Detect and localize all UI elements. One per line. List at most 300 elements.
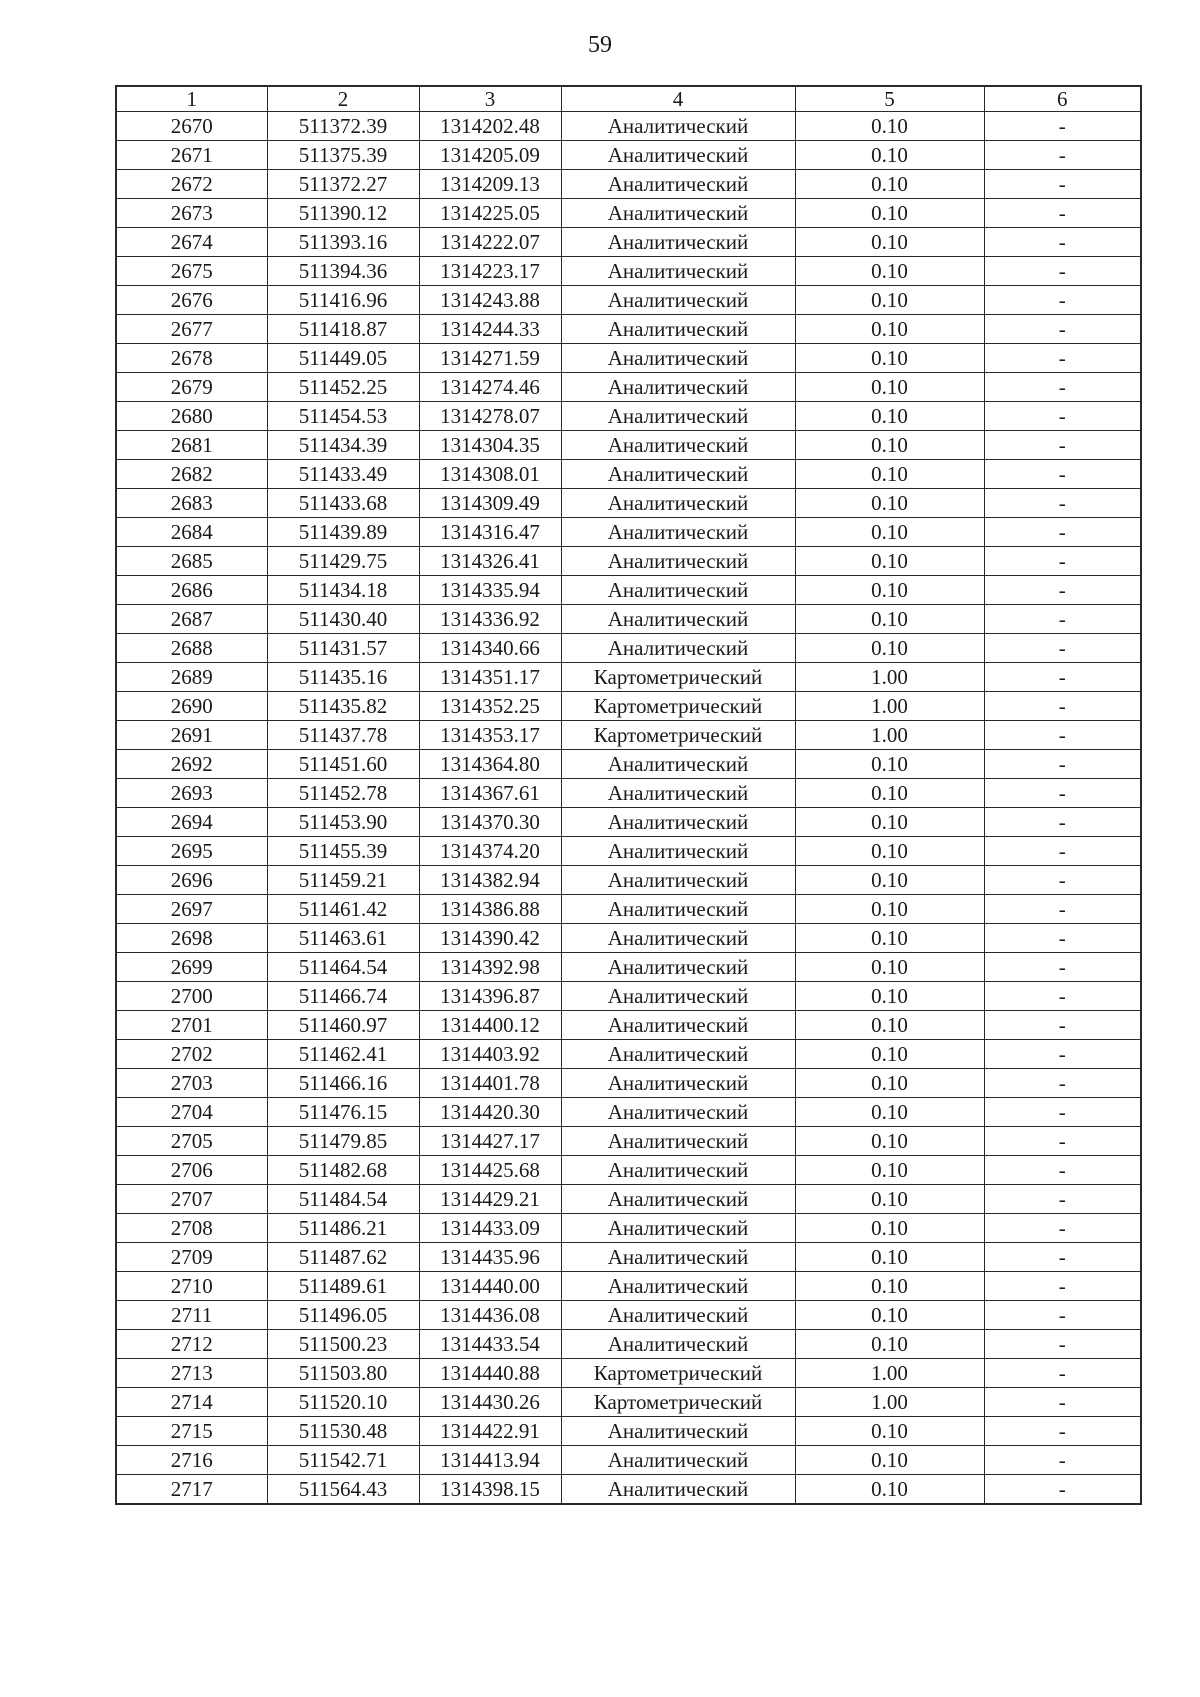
- note-cell: -: [984, 1185, 1141, 1214]
- note-cell: -: [984, 1388, 1141, 1417]
- y-coordinate-cell: 1314244.33: [419, 315, 561, 344]
- method-cell: Аналитический: [561, 1127, 795, 1156]
- method-cell: Аналитический: [561, 779, 795, 808]
- table-row: [116, 634, 1141, 663]
- x-coordinate-cell: 511429.75: [267, 547, 419, 576]
- table-header-row: [116, 86, 1141, 112]
- table-row: [116, 402, 1141, 431]
- method-cell: Аналитический: [561, 315, 795, 344]
- point-number-cell: 2680: [116, 402, 267, 431]
- accuracy-cell: 0.10: [795, 1330, 984, 1359]
- y-coordinate-cell: 1314422.91: [419, 1417, 561, 1446]
- x-coordinate-cell: 511460.97: [267, 1011, 419, 1040]
- method-cell: Аналитический: [561, 1156, 795, 1185]
- x-coordinate-cell: 511434.18: [267, 576, 419, 605]
- note-cell: -: [984, 547, 1141, 576]
- note-cell: -: [984, 315, 1141, 344]
- table-row: [116, 1127, 1141, 1156]
- y-coordinate-cell: 1314400.12: [419, 1011, 561, 1040]
- note-cell: -: [984, 1417, 1141, 1446]
- table-row: [116, 1359, 1141, 1388]
- method-cell: Аналитический: [561, 750, 795, 779]
- accuracy-cell: 0.10: [795, 982, 984, 1011]
- table-row: [116, 1214, 1141, 1243]
- y-coordinate-cell: 1314222.07: [419, 228, 561, 257]
- x-coordinate-cell: 511435.82: [267, 692, 419, 721]
- method-cell: Аналитический: [561, 953, 795, 982]
- method-cell: Аналитический: [561, 866, 795, 895]
- table-row: [116, 866, 1141, 895]
- point-number-cell: 2710: [116, 1272, 267, 1301]
- method-cell: Аналитический: [561, 112, 795, 141]
- accuracy-cell: 1.00: [795, 1359, 984, 1388]
- point-number-cell: 2712: [116, 1330, 267, 1359]
- point-number-cell: 2701: [116, 1011, 267, 1040]
- y-coordinate-cell: 1314433.54: [419, 1330, 561, 1359]
- note-cell: -: [984, 1011, 1141, 1040]
- method-cell: Аналитический: [561, 431, 795, 460]
- point-number-cell: 2683: [116, 489, 267, 518]
- note-cell: -: [984, 953, 1141, 982]
- x-coordinate-cell: 511372.27: [267, 170, 419, 199]
- table-row: [116, 344, 1141, 373]
- table-row: [116, 808, 1141, 837]
- y-coordinate-cell: 1314429.21: [419, 1185, 561, 1214]
- x-coordinate-cell: 511476.15: [267, 1098, 419, 1127]
- method-cell: Аналитический: [561, 1417, 795, 1446]
- accuracy-cell: 0.10: [795, 286, 984, 315]
- table-row: [116, 605, 1141, 634]
- point-number-cell: 2679: [116, 373, 267, 402]
- y-coordinate-cell: 1314316.47: [419, 518, 561, 547]
- accuracy-cell: 0.10: [795, 199, 984, 228]
- accuracy-cell: 0.10: [795, 779, 984, 808]
- method-cell: Аналитический: [561, 1011, 795, 1040]
- x-coordinate-cell: 511454.53: [267, 402, 419, 431]
- method-cell: Аналитический: [561, 1185, 795, 1214]
- x-coordinate-cell: 511433.49: [267, 460, 419, 489]
- note-cell: -: [984, 808, 1141, 837]
- accuracy-cell: 0.10: [795, 1098, 984, 1127]
- x-coordinate-cell: 511390.12: [267, 199, 419, 228]
- y-coordinate-cell: 1314336.92: [419, 605, 561, 634]
- y-coordinate-cell: 1314274.46: [419, 373, 561, 402]
- y-coordinate-cell: 1314440.88: [419, 1359, 561, 1388]
- y-coordinate-cell: 1314353.17: [419, 721, 561, 750]
- method-cell: Аналитический: [561, 808, 795, 837]
- note-cell: -: [984, 692, 1141, 721]
- point-number-cell: 2695: [116, 837, 267, 866]
- point-number-cell: 2713: [116, 1359, 267, 1388]
- table-row: [116, 518, 1141, 547]
- x-coordinate-cell: 511431.57: [267, 634, 419, 663]
- method-cell: Аналитический: [561, 547, 795, 576]
- table-row: [116, 779, 1141, 808]
- x-coordinate-cell: 511486.21: [267, 1214, 419, 1243]
- method-cell: Аналитический: [561, 402, 795, 431]
- method-cell: Аналитический: [561, 837, 795, 866]
- method-cell: Аналитический: [561, 286, 795, 315]
- method-cell: Аналитический: [561, 1098, 795, 1127]
- note-cell: -: [984, 286, 1141, 315]
- table-row: [116, 547, 1141, 576]
- table-row: [116, 315, 1141, 344]
- note-cell: -: [984, 779, 1141, 808]
- point-number-cell: 2671: [116, 141, 267, 170]
- note-cell: -: [984, 489, 1141, 518]
- point-number-cell: 2681: [116, 431, 267, 460]
- accuracy-cell: 0.10: [795, 170, 984, 199]
- note-cell: -: [984, 1475, 1141, 1505]
- note-cell: -: [984, 373, 1141, 402]
- point-number-cell: 2686: [116, 576, 267, 605]
- table-row: [116, 112, 1141, 141]
- note-cell: -: [984, 866, 1141, 895]
- method-cell: Аналитический: [561, 170, 795, 199]
- table-row: [116, 228, 1141, 257]
- point-number-cell: 2677: [116, 315, 267, 344]
- table-row: [116, 1330, 1141, 1359]
- table-row: [116, 1417, 1141, 1446]
- x-coordinate-cell: 511462.41: [267, 1040, 419, 1069]
- table-row: [116, 1301, 1141, 1330]
- x-coordinate-cell: 511372.39: [267, 112, 419, 141]
- method-cell: Аналитический: [561, 1446, 795, 1475]
- method-cell: Картометрический: [561, 1359, 795, 1388]
- accuracy-cell: 0.10: [795, 228, 984, 257]
- point-number-cell: 2708: [116, 1214, 267, 1243]
- x-coordinate-cell: 511418.87: [267, 315, 419, 344]
- accuracy-cell: 0.10: [795, 1214, 984, 1243]
- point-number-cell: 2692: [116, 750, 267, 779]
- method-cell: Аналитический: [561, 634, 795, 663]
- accuracy-cell: 0.10: [795, 895, 984, 924]
- note-cell: -: [984, 1156, 1141, 1185]
- accuracy-cell: 0.10: [795, 837, 984, 866]
- y-coordinate-cell: 1314396.87: [419, 982, 561, 1011]
- note-cell: -: [984, 112, 1141, 141]
- note-cell: -: [984, 1243, 1141, 1272]
- method-cell: Аналитический: [561, 895, 795, 924]
- note-cell: -: [984, 228, 1141, 257]
- x-coordinate-cell: 511449.05: [267, 344, 419, 373]
- accuracy-cell: 0.10: [795, 1475, 984, 1505]
- x-coordinate-cell: 511393.16: [267, 228, 419, 257]
- table-row: [116, 721, 1141, 750]
- table-row: [116, 257, 1141, 286]
- note-cell: -: [984, 750, 1141, 779]
- accuracy-cell: 0.10: [795, 141, 984, 170]
- x-coordinate-cell: 511464.54: [267, 953, 419, 982]
- method-cell: Аналитический: [561, 1301, 795, 1330]
- y-coordinate-cell: 1314308.01: [419, 460, 561, 489]
- y-coordinate-cell: 1314436.08: [419, 1301, 561, 1330]
- column-header-6: 6: [984, 86, 1141, 112]
- method-cell: Аналитический: [561, 228, 795, 257]
- table-row: [116, 1388, 1141, 1417]
- note-cell: -: [984, 402, 1141, 431]
- column-header-3: 3: [419, 86, 561, 112]
- accuracy-cell: 0.10: [795, 344, 984, 373]
- x-coordinate-cell: 511500.23: [267, 1330, 419, 1359]
- x-coordinate-cell: 511375.39: [267, 141, 419, 170]
- x-coordinate-cell: 511542.71: [267, 1446, 419, 1475]
- point-number-cell: 2670: [116, 112, 267, 141]
- x-coordinate-cell: 511487.62: [267, 1243, 419, 1272]
- point-number-cell: 2694: [116, 808, 267, 837]
- point-number-cell: 2682: [116, 460, 267, 489]
- x-coordinate-cell: 511466.74: [267, 982, 419, 1011]
- method-cell: Аналитический: [561, 344, 795, 373]
- accuracy-cell: 0.10: [795, 431, 984, 460]
- accuracy-cell: 0.10: [795, 518, 984, 547]
- x-coordinate-cell: 511503.80: [267, 1359, 419, 1388]
- method-cell: Аналитический: [561, 1475, 795, 1505]
- accuracy-cell: 0.10: [795, 1040, 984, 1069]
- coordinates-table: [115, 85, 1142, 1505]
- note-cell: -: [984, 924, 1141, 953]
- x-coordinate-cell: 511479.85: [267, 1127, 419, 1156]
- method-cell: Аналитический: [561, 924, 795, 953]
- column-header-2: 2: [267, 86, 419, 112]
- point-number-cell: 2673: [116, 199, 267, 228]
- x-coordinate-cell: 511461.42: [267, 895, 419, 924]
- method-cell: Аналитический: [561, 982, 795, 1011]
- accuracy-cell: 0.10: [795, 1069, 984, 1098]
- table-row: [116, 982, 1141, 1011]
- accuracy-cell: 0.10: [795, 953, 984, 982]
- accuracy-cell: 0.10: [795, 112, 984, 141]
- table-row: [116, 895, 1141, 924]
- accuracy-cell: 0.10: [795, 373, 984, 402]
- accuracy-cell: 0.10: [795, 460, 984, 489]
- x-coordinate-cell: 511530.48: [267, 1417, 419, 1446]
- y-coordinate-cell: 1314205.09: [419, 141, 561, 170]
- accuracy-cell: 0.10: [795, 1127, 984, 1156]
- method-cell: Аналитический: [561, 1214, 795, 1243]
- x-coordinate-cell: 511455.39: [267, 837, 419, 866]
- table-body: [116, 112, 1141, 1505]
- table-row: [116, 431, 1141, 460]
- accuracy-cell: 0.10: [795, 924, 984, 953]
- table-row: [116, 141, 1141, 170]
- x-coordinate-cell: 511430.40: [267, 605, 419, 634]
- method-cell: Аналитический: [561, 373, 795, 402]
- point-number-cell: 2688: [116, 634, 267, 663]
- x-coordinate-cell: 511463.61: [267, 924, 419, 953]
- accuracy-cell: 1.00: [795, 663, 984, 692]
- table-row: [116, 576, 1141, 605]
- point-number-cell: 2687: [116, 605, 267, 634]
- point-number-cell: 2715: [116, 1417, 267, 1446]
- table-row: [116, 1156, 1141, 1185]
- x-coordinate-cell: 511451.60: [267, 750, 419, 779]
- method-cell: Аналитический: [561, 1069, 795, 1098]
- method-cell: Картометрический: [561, 1388, 795, 1417]
- note-cell: -: [984, 431, 1141, 460]
- y-coordinate-cell: 1314309.49: [419, 489, 561, 518]
- method-cell: Аналитический: [561, 1243, 795, 1272]
- point-number-cell: 2684: [116, 518, 267, 547]
- y-coordinate-cell: 1314326.41: [419, 547, 561, 576]
- accuracy-cell: 0.10: [795, 257, 984, 286]
- accuracy-cell: 0.10: [795, 1185, 984, 1214]
- point-number-cell: 2696: [116, 866, 267, 895]
- point-number-cell: 2700: [116, 982, 267, 1011]
- y-coordinate-cell: 1314304.35: [419, 431, 561, 460]
- note-cell: -: [984, 518, 1141, 547]
- x-coordinate-cell: 511564.43: [267, 1475, 419, 1505]
- point-number-cell: 2689: [116, 663, 267, 692]
- table-row: [116, 373, 1141, 402]
- point-number-cell: 2690: [116, 692, 267, 721]
- point-number-cell: 2698: [116, 924, 267, 953]
- point-number-cell: 2711: [116, 1301, 267, 1330]
- point-number-cell: 2707: [116, 1185, 267, 1214]
- method-cell: Аналитический: [561, 460, 795, 489]
- method-cell: Аналитический: [561, 518, 795, 547]
- note-cell: -: [984, 1214, 1141, 1243]
- x-coordinate-cell: 511433.68: [267, 489, 419, 518]
- note-cell: -: [984, 1040, 1141, 1069]
- point-number-cell: 2703: [116, 1069, 267, 1098]
- point-number-cell: 2691: [116, 721, 267, 750]
- method-cell: Аналитический: [561, 576, 795, 605]
- y-coordinate-cell: 1314420.30: [419, 1098, 561, 1127]
- y-coordinate-cell: 1314403.92: [419, 1040, 561, 1069]
- column-header-5: 5: [795, 86, 984, 112]
- x-coordinate-cell: 511437.78: [267, 721, 419, 750]
- x-coordinate-cell: 511496.05: [267, 1301, 419, 1330]
- note-cell: -: [984, 1330, 1141, 1359]
- note-cell: -: [984, 460, 1141, 489]
- column-header-1: 1: [116, 86, 267, 112]
- table-row: [116, 663, 1141, 692]
- method-cell: Аналитический: [561, 1330, 795, 1359]
- y-coordinate-cell: 1314435.96: [419, 1243, 561, 1272]
- point-number-cell: 2676: [116, 286, 267, 315]
- x-coordinate-cell: 511453.90: [267, 808, 419, 837]
- y-coordinate-cell: 1314202.48: [419, 112, 561, 141]
- accuracy-cell: 0.10: [795, 1011, 984, 1040]
- accuracy-cell: 0.10: [795, 547, 984, 576]
- note-cell: -: [984, 605, 1141, 634]
- y-coordinate-cell: 1314398.15: [419, 1475, 561, 1505]
- method-cell: Аналитический: [561, 257, 795, 286]
- point-number-cell: 2693: [116, 779, 267, 808]
- y-coordinate-cell: 1314223.17: [419, 257, 561, 286]
- table-row: [116, 1243, 1141, 1272]
- y-coordinate-cell: 1314370.30: [419, 808, 561, 837]
- table-row: [116, 1011, 1141, 1040]
- point-number-cell: 2697: [116, 895, 267, 924]
- y-coordinate-cell: 1314374.20: [419, 837, 561, 866]
- table-row: [116, 692, 1141, 721]
- table-row: [116, 1446, 1141, 1475]
- x-coordinate-cell: 511482.68: [267, 1156, 419, 1185]
- y-coordinate-cell: 1314352.25: [419, 692, 561, 721]
- method-cell: Аналитический: [561, 1040, 795, 1069]
- y-coordinate-cell: 1314278.07: [419, 402, 561, 431]
- point-number-cell: 2672: [116, 170, 267, 199]
- accuracy-cell: 1.00: [795, 721, 984, 750]
- accuracy-cell: 0.10: [795, 866, 984, 895]
- note-cell: -: [984, 982, 1141, 1011]
- x-coordinate-cell: 511416.96: [267, 286, 419, 315]
- table-row: [116, 750, 1141, 779]
- table-row: [116, 199, 1141, 228]
- point-number-cell: 2685: [116, 547, 267, 576]
- point-number-cell: 2675: [116, 257, 267, 286]
- y-coordinate-cell: 1314367.61: [419, 779, 561, 808]
- accuracy-cell: 1.00: [795, 692, 984, 721]
- note-cell: -: [984, 1272, 1141, 1301]
- accuracy-cell: 0.10: [795, 634, 984, 663]
- y-coordinate-cell: 1314386.88: [419, 895, 561, 924]
- x-coordinate-cell: 511459.21: [267, 866, 419, 895]
- accuracy-cell: 1.00: [795, 1388, 984, 1417]
- note-cell: -: [984, 837, 1141, 866]
- x-coordinate-cell: 511484.54: [267, 1185, 419, 1214]
- table-row: [116, 1069, 1141, 1098]
- method-cell: Картометрический: [561, 721, 795, 750]
- note-cell: -: [984, 170, 1141, 199]
- table-row: [116, 837, 1141, 866]
- table-row: [116, 1272, 1141, 1301]
- accuracy-cell: 0.10: [795, 315, 984, 344]
- method-cell: Аналитический: [561, 605, 795, 634]
- method-cell: Аналитический: [561, 1272, 795, 1301]
- accuracy-cell: 0.10: [795, 605, 984, 634]
- point-number-cell: 2716: [116, 1446, 267, 1475]
- note-cell: -: [984, 257, 1141, 286]
- note-cell: -: [984, 721, 1141, 750]
- table-row: [116, 1475, 1141, 1505]
- point-number-cell: 2704: [116, 1098, 267, 1127]
- y-coordinate-cell: 1314351.17: [419, 663, 561, 692]
- note-cell: -: [984, 1127, 1141, 1156]
- x-coordinate-cell: 511434.39: [267, 431, 419, 460]
- method-cell: Аналитический: [561, 489, 795, 518]
- table-row: [116, 1185, 1141, 1214]
- page-number: 59: [588, 32, 612, 58]
- x-coordinate-cell: 511394.36: [267, 257, 419, 286]
- x-coordinate-cell: 511439.89: [267, 518, 419, 547]
- y-coordinate-cell: 1314209.13: [419, 170, 561, 199]
- x-coordinate-cell: 511435.16: [267, 663, 419, 692]
- y-coordinate-cell: 1314430.26: [419, 1388, 561, 1417]
- y-coordinate-cell: 1314382.94: [419, 866, 561, 895]
- note-cell: -: [984, 634, 1141, 663]
- y-coordinate-cell: 1314425.68: [419, 1156, 561, 1185]
- accuracy-cell: 0.10: [795, 1156, 984, 1185]
- accuracy-cell: 0.10: [795, 576, 984, 605]
- accuracy-cell: 0.10: [795, 750, 984, 779]
- note-cell: -: [984, 1301, 1141, 1330]
- method-cell: Аналитический: [561, 199, 795, 228]
- x-coordinate-cell: 511452.25: [267, 373, 419, 402]
- point-number-cell: 2678: [116, 344, 267, 373]
- point-number-cell: 2709: [116, 1243, 267, 1272]
- y-coordinate-cell: 1314271.59: [419, 344, 561, 373]
- note-cell: -: [984, 199, 1141, 228]
- note-cell: -: [984, 1359, 1141, 1388]
- point-number-cell: 2702: [116, 1040, 267, 1069]
- note-cell: -: [984, 344, 1141, 373]
- y-coordinate-cell: 1314401.78: [419, 1069, 561, 1098]
- point-number-cell: 2674: [116, 228, 267, 257]
- accuracy-cell: 0.10: [795, 1417, 984, 1446]
